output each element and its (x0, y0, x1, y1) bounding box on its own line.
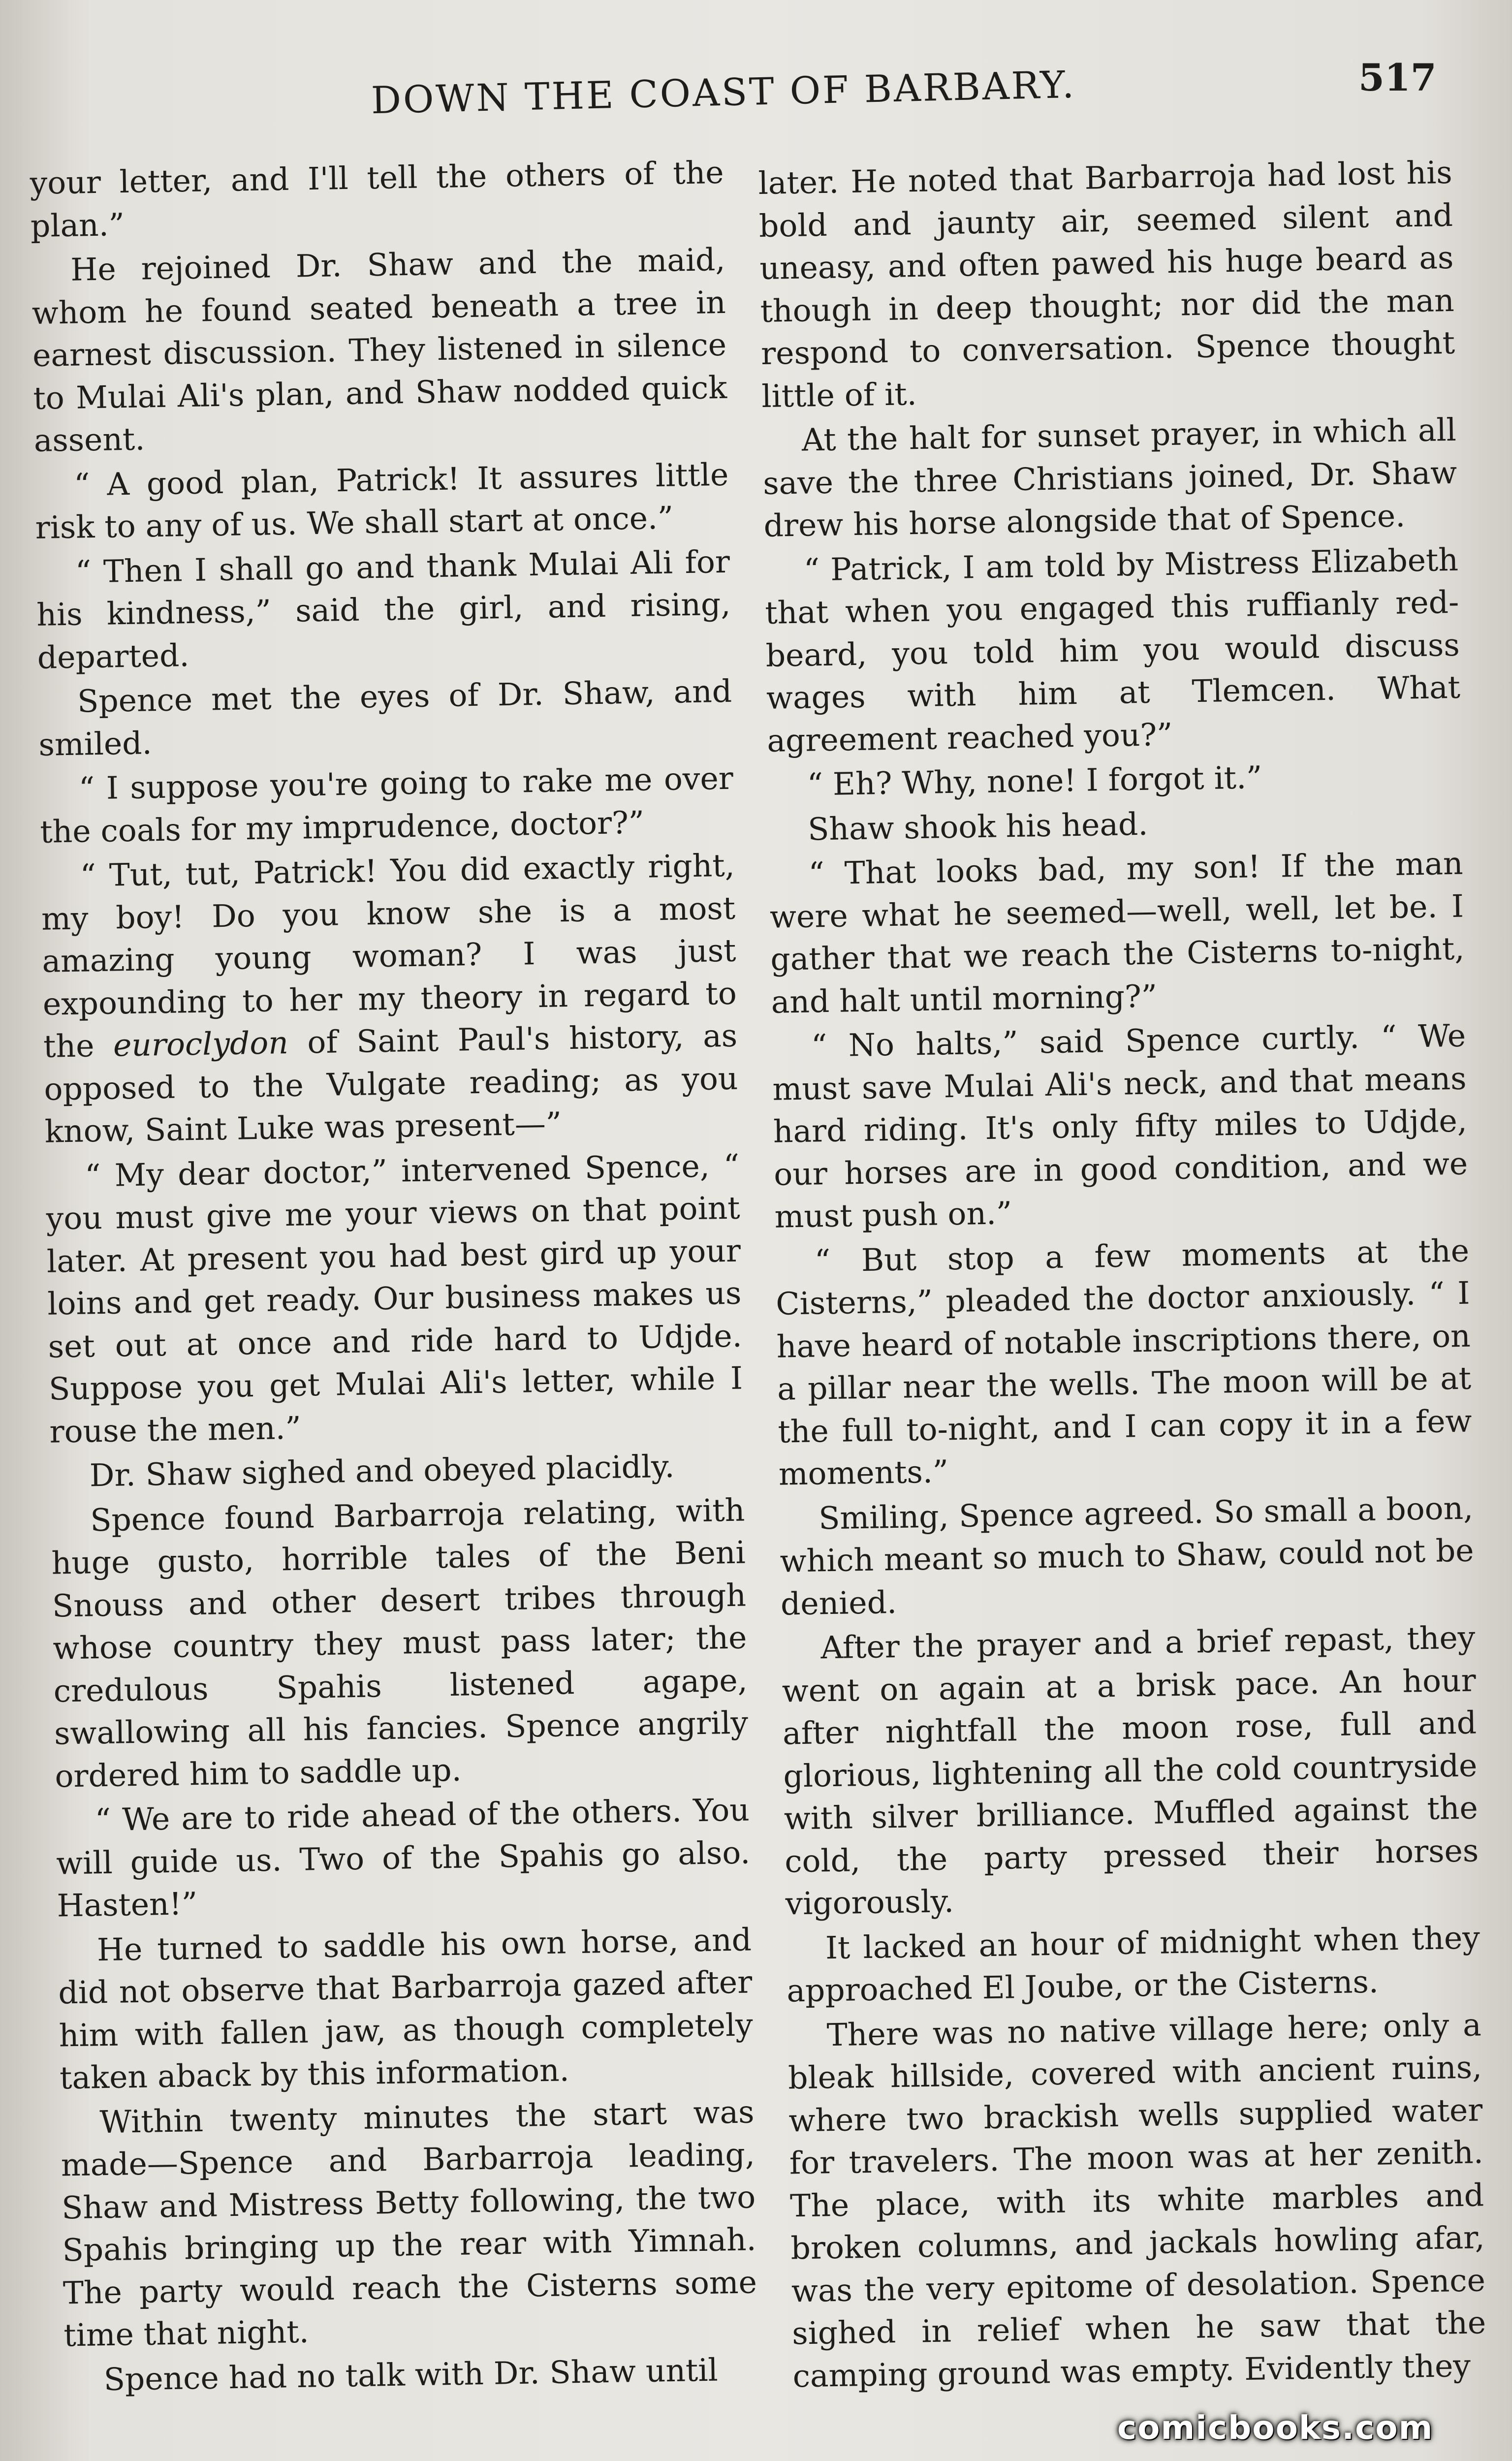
paragraph: “ Tut, tut, Patrick! You did exactly right, my boy! Do you know she is a most amazing young woman? I was just expounding to her my theory in regard to the euroclydon of Saint Paul's history, as opposed to the Vulgate reading; as you know, Saint Luke was present—” (41, 847, 738, 1150)
page-number: 517 (1358, 56, 1437, 99)
paragraph: “ I suppose you're going to rake me over the coals for my imprudence, doctor?” (39, 760, 734, 850)
paragraph: your letter, and I'll tell the others of the plan.” (30, 154, 724, 244)
italic-term: euroclydon (113, 1024, 289, 1064)
text-column-right (758, 152, 1488, 2461)
paragraph: Within twenty minutes the start was made—Spence and Barbarroja leading, Shaw and Mistress Betty following, the two Spahis bringing up the rear with Yimnah. The party would reach the Cisterns some time that night. (61, 2093, 757, 2354)
paragraph: later. He noted that Barbarroja had lost his bold and jaunty air, seemed silent and uneasy, and often pawed his huge beard as though in deep thought; nor did the man respond to conversation. Spence thought little of it. (758, 154, 1455, 414)
paragraph: “ No halts,” said Spence curtly. “ We must save Mulai Ali's neck, and that means hard riding. It's only fifty miles to Udjde, our horses are in good condition, and we must push on.” (772, 1017, 1468, 1235)
paragraph: “ We are to ride ahead of the others. You will guide us. Two of the Spahis go also. Hasten!” (56, 1792, 751, 1924)
paragraph: “ My dear doctor,” intervened Spence, “ you must give me your views on that point later. At present you had best gird up your loins and get ready. Our business makes us set out at once and ride hard to Udjde. Suppose you get Mulai Ali's letter, while I rouse the men.” (46, 1147, 743, 1450)
paragraph: It lacked an hour of midnight when they approached El Joube, or the Cisterns. (786, 1919, 1480, 2009)
paragraph: “ A good plan, Patrick! It assures little risk to any of us. We shall start at once.” (35, 456, 729, 546)
running-title: DOWN THE COAST OF BARBARY. (371, 62, 1076, 123)
watermark: comicbooks.com (1117, 2409, 1434, 2447)
paragraph: He rejoined Dr. Shaw and the maid, whom he found seated beneath a tree in earnest discussion. They listened in silence to Mulai Ali's plan, and Shaw nodded quick assent. (32, 241, 727, 459)
paragraph: Dr. Shaw sighed and obeyed placidly. (89, 1448, 675, 1494)
paragraph: “ But stop a few moments at the Cisterns,” pleaded the doctor anxiously. “ I have heard of notable inscriptions there, on a pillar near the wells. The moon will be at the full to-night, and I can copy it in a few moments.” (775, 1232, 1472, 1492)
paragraph: Shaw shook his head. (807, 806, 1148, 848)
paragraph: Spence had no talk with Dr. Shaw until (103, 2352, 719, 2398)
paragraph: He turned to saddle his own horse, and did not observe that Barbarroja gazed after him with fallen jaw, as though completely taken aback by this information. (58, 1921, 754, 2096)
paragraph: “ Then I shall go and thank Mulai Ali for his kindness,” said the girl, and rising, departed. (36, 543, 731, 676)
paragraph: There was no native village here; only a bleak hillside, covered with ancient ruins, where two brackish wells supplied water for travelers. The moon was at her zenith. The place, with its white marbles and broken columns, and jackals howling afar, was the very epitome of desolation. Spence sighed in relief when he saw that the camping ground was empty. Evidently they (788, 2006, 1486, 2394)
paragraph: Smiling, Spence agreed. So small a boon, which meant so much to Shaw, could not be denied. (780, 1490, 1475, 1622)
paragraph: At the halt for sunset prayer, in which all save the three Christians joined, Dr. Shaw drew his horse alongside that of Spence. (762, 411, 1457, 544)
text-column-left (30, 152, 759, 2461)
paragraph: “ Eh? Why, none! I forgot it.” (807, 759, 1262, 803)
paragraph: “ That looks bad, my son! If the man were what he seemed—well, well, let be. I gather that we reach the Cisterns to-night, and halt until morning?” (769, 845, 1465, 1020)
paragraph: Spence found Barbarroja relating, with huge gusto, horrible tales of the Beni Snouss and other desert tribes through whose country they must pass later; the credulous Spahis listened agape, swallowing all his fancies. Spence angrily ordered him to saddle up. (51, 1492, 749, 1795)
paragraph: Spence met the eyes of Dr. Shaw, and smiled. (38, 673, 732, 763)
paragraph: After the prayer and a brief repast, they went on again at a brisk pace. An hour after nightfall the moon rose, full and glorious, lightening all the cold countryside with silver brilliance. Muffled against the cold, the party pressed their horses vigorously. (782, 1619, 1479, 1922)
paragraph: “ Patrick, I am told by Mistress Elizabeth that when you engaged this ruffianly red-beard, you told him you would discuss wages with him at Tlemcen. What agreement reached you?” (764, 541, 1461, 759)
